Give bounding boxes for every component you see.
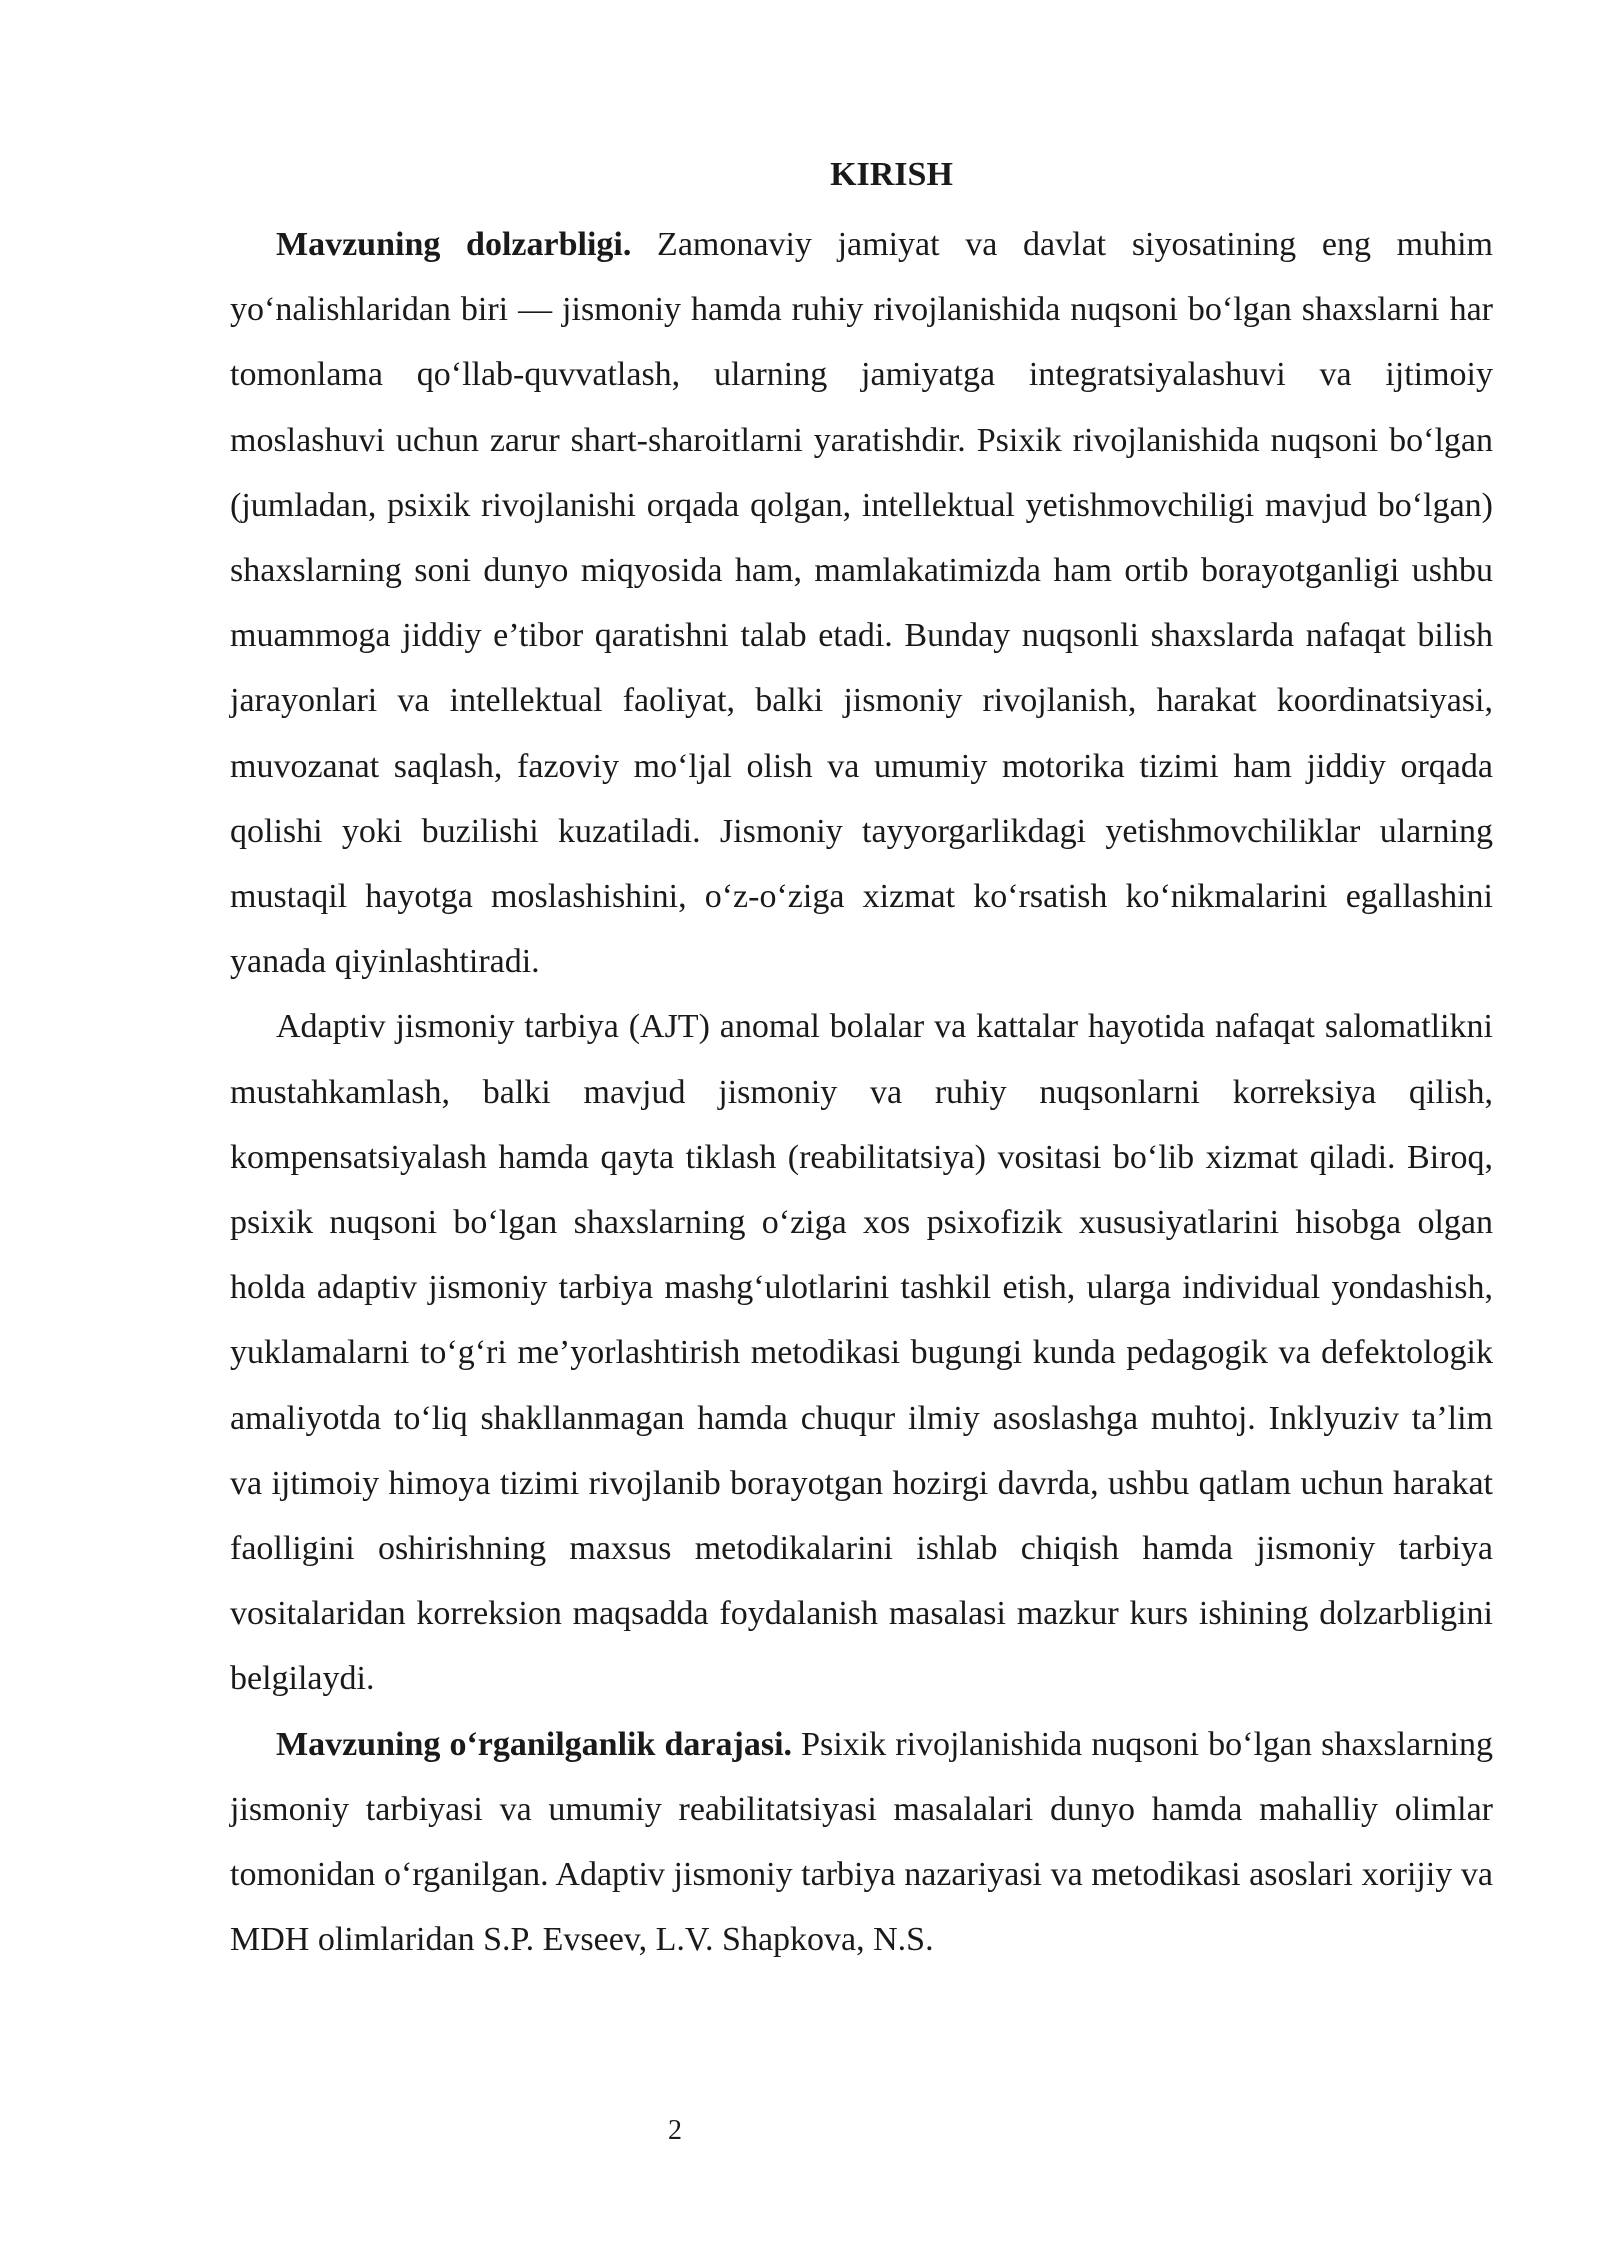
paragraph-text: Psixik rivojlanishida nuqsoni bo‘lgan shaxslarning jismoniy tarbiyasi va umumiy reabilitatsiyasi masalalari dunyo hamda mahalliy olimlar tomonidan o‘rganilgan. Adaptiv jismoniy tarbiya nazariyasi va metodikasi asoslari xorijiy va MDH olimlaridan S.P. Evseev, L.V. Shapkova, N.S. bbox=[230, 1725, 1493, 1959]
paragraph-relevance bbox=[230, 212, 1493, 994]
page-content bbox=[230, 150, 1493, 1972]
page-number: 2 bbox=[668, 2115, 682, 2146]
paragraph-lead: Mavzuning o‘rganilganlik darajasi. bbox=[276, 1725, 793, 1763]
paragraph-degree-of-study bbox=[230, 1712, 1493, 1973]
paragraph-adaptive-pe bbox=[230, 994, 1493, 1711]
paragraph-text: Zamonaviy jamiyat va davlat siyosatining eng muhim yo‘nalishlaridan biri — jismoniy hamda ruhiy rivojlanishida nuqsoni bo‘lgan shaxslarni har tomonlama qo‘llab-quvvatlash, ularning jamiyatga integratsiyalashuvi va ijtimoiy moslashuvi uchun zarur shart-sharoitlarni yaratishdir. Psixik rivojlanishida nuqsoni bo‘lgan (jumladan, psixik rivojlanishi orqada qolgan, intellektual yetishmovchiligi mavjud bo‘lgan) shaxslarning soni dunyo miqyosida ham, mamlakatimizda ham ortib borayotganligi ushbu muammoga jiddiy e’tibor qaratishni talab etadi. Bunday nuqsonli shaxslarda nafaqat bilish jarayonlari va intellektual faoliyat, balki jismoniy rivojlanish, harakat koordinatsiyasi, muvozanat saqlash, fazoviy mo‘ljal olish va umumiy motorika tizimi ham jiddiy orqada qolishi yoki buzilishi kuzatiladi. Jismoniy tayyorgarlikdagi yetishmovchiliklar ularning mustaqil hayotga moslashishini, o‘z-o‘ziga xizmat ko‘rsatish ko‘nikmalarini egallashini yanada qiyinlashtiradi. bbox=[230, 226, 1493, 981]
section-title: KIRISH bbox=[830, 156, 953, 193]
paragraph-text: Adaptiv jismoniy tarbiya (AJT) anomal bolalar va kattalar hayotida nafaqat salomatlikni mustahkamlash, balki mavjud jismoniy va ruhiy nuqsonlarni korreksiya qilish, kompensatsiyalash hamda qayta tiklash (reabilitatsiya) vositasi bo‘lib xizmat qiladi. Biroq, psixik nuqsoni bo‘lgan shaxslarning o‘ziga xos psixofizik xususiyatlarini hisobga olgan holda adaptiv jismoniy tarbiya mashg‘ulotlarini tashkil etish, ularga individual yondashish, yuklamalarni to‘g‘ri me’yorlashtirish metodikasi bugungi kunda pedagogik va defektologik amaliyotda to‘liq shakllanmagan hamda chuqur ilmiy asoslashga muhtoj. Inklyuziv ta’lim va ijtimoiy himoya tizimi rivojlanib borayotgan hozirgi davrda, ushbu qatlam uchun harakat faolligini oshirishning maxsus metodikalarini ishlab chiqish hamda jismoniy tarbiya vositalaridan korreksion maqsadda foydalanish masalasi mazkur kurs ishining dolzarbligini belgilaydi. bbox=[230, 1008, 1493, 1698]
paragraph-lead: Mavzuning dolzarbligi. bbox=[276, 226, 632, 263]
